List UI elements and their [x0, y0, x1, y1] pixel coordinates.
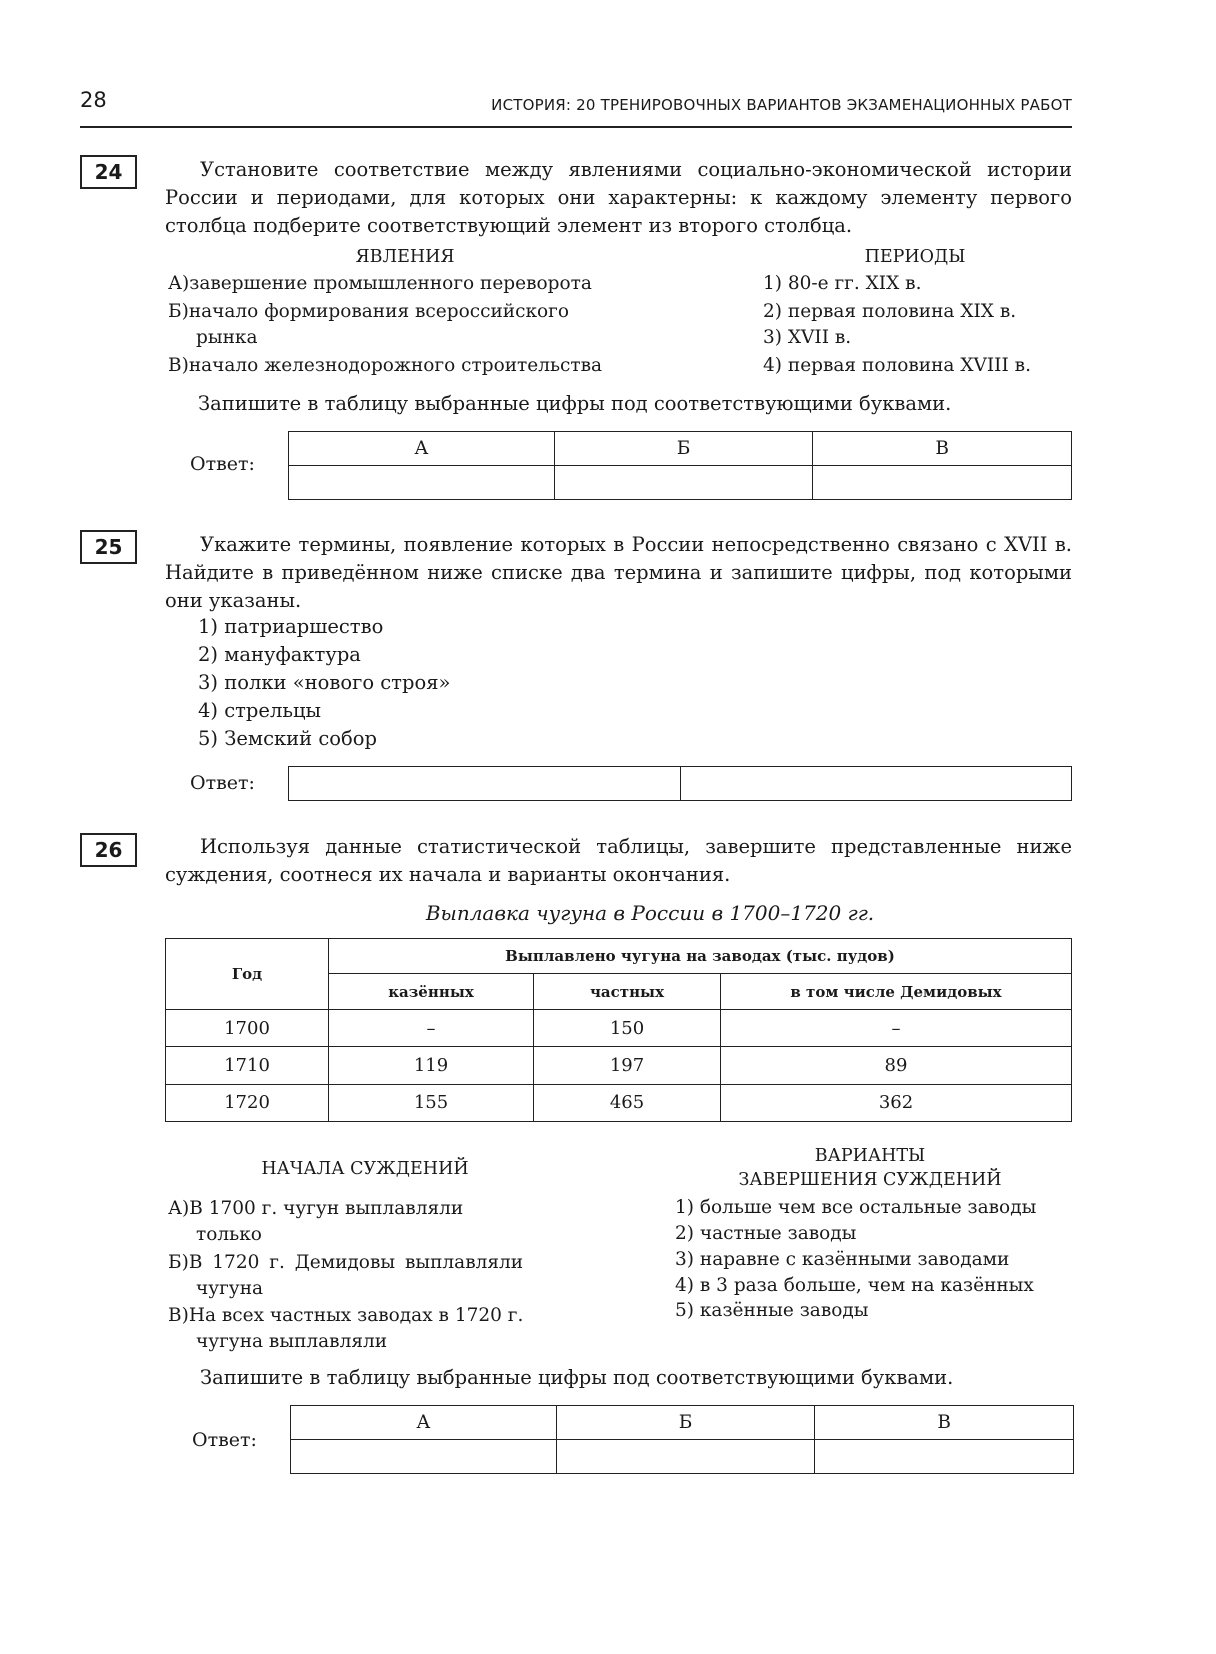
task25-answer-table	[288, 766, 1072, 801]
beginning-v	[168, 1305, 523, 1326]
answer-cell-b[interactable]	[556, 1440, 815, 1474]
task-number-24: 24	[80, 155, 137, 189]
header-private: частных	[534, 974, 721, 1010]
task25-text: Укажите термины, появление которых в России непосредственно связано с XVII в. Найдите в приведённом ниже списке два термина и запишите цифры, под которыми они указаны.	[165, 533, 1072, 612]
task24-instruction: Запишите в таблицу выбранные цифры под соответствующими буквами.	[198, 392, 952, 415]
ending-1: 1) больше чем все остальные заводы	[675, 1197, 1037, 1218]
beginning-a-cont: только	[196, 1224, 262, 1245]
item-label: Б)	[168, 1252, 189, 1273]
beginnings-header: НАЧАЛА СУЖДЕНИЙ	[261, 1159, 469, 1179]
col-a: А	[289, 432, 555, 466]
header-demidov: в том числе Демидовых	[721, 974, 1072, 1010]
item-text: завершение промышленного переворота	[189, 273, 592, 294]
task24-item-b	[168, 301, 569, 322]
cell-state: –	[329, 1010, 534, 1047]
col-b: Б	[554, 432, 813, 466]
item-text: В 1700 г. чугун выплавляли	[189, 1198, 464, 1219]
answer-cell-1[interactable]	[289, 767, 681, 801]
task-number-26: 26	[80, 833, 137, 867]
item-label: В)	[168, 355, 189, 376]
task24-item-c	[168, 355, 602, 376]
cell-demidov: 362	[721, 1084, 1072, 1121]
ending-5: 5) казённые заводы	[675, 1300, 869, 1321]
answer-label: Ответ:	[190, 453, 255, 475]
task25-item-4: 4) стрельцы	[198, 699, 322, 722]
beginning-a	[168, 1198, 463, 1219]
header-group: Выплавлено чугуна на заводах (тыс. пудов)	[329, 939, 1072, 974]
task24-item-a	[168, 273, 592, 294]
endings-header-2: ЗАВЕРШЕНИЯ СУЖДЕНИЙ	[738, 1170, 1002, 1190]
task24-period-2: 2) первая половина XIX в.	[763, 301, 1017, 322]
col-v: В	[813, 432, 1072, 466]
answer-cell-2[interactable]	[680, 767, 1072, 801]
header-state: казённых	[329, 974, 534, 1010]
answer-label: Ответ:	[192, 1429, 257, 1451]
cell-state: 119	[329, 1047, 534, 1084]
cell-year: 1720	[166, 1084, 329, 1121]
cell-demidov: –	[721, 1010, 1072, 1047]
cell-private: 197	[534, 1047, 721, 1084]
answer-cell-v[interactable]	[813, 466, 1072, 500]
table-caption: Выплавка чугуна в России в 1700–1720 гг.	[425, 901, 875, 925]
answer-cell-v[interactable]	[815, 1440, 1074, 1474]
item-text: На всех частных заводах в 1720 г.	[188, 1305, 524, 1326]
item-text: В 1720 г. Демидовы выплавляли	[188, 1252, 524, 1273]
ending-4: 4) в 3 раза больше, чем на казённых	[675, 1275, 1034, 1296]
item-text: начало железнодорожного строительства	[188, 355, 603, 376]
task24-period-1: 1) 80-е гг. XIX в.	[763, 273, 922, 294]
task25-item-5: 5) Земский собор	[198, 727, 377, 750]
cell-year: 1710	[166, 1047, 329, 1084]
cell-year: 1700	[166, 1010, 329, 1047]
col-b: Б	[556, 1406, 815, 1440]
item-label: Б)	[168, 301, 189, 322]
answer-label: Ответ:	[190, 772, 255, 794]
ending-2: 2) частные заводы	[675, 1223, 857, 1244]
item-label: А)	[168, 273, 190, 294]
header-year: Год	[166, 939, 329, 1010]
beginning-b-cont: чугуна	[196, 1278, 264, 1299]
running-title: ИСТОРИЯ: 20 ТРЕНИРОВОЧНЫХ ВАРИАНТОВ ЭКЗАМЕНАЦИОННЫХ РАБОТ	[491, 96, 1072, 114]
beginning-v-cont: чугуна выплавляли	[196, 1331, 388, 1352]
task24-text: Установите соответствие между явлениями социально-экономической истории России и периодами, для которых они характерны: к каждому элементу первого столбца подберите соответствующий элемент из второго столбца.	[165, 158, 1072, 237]
beginning-b	[168, 1252, 523, 1273]
task-number-25: 25	[80, 530, 137, 564]
col-v: В	[815, 1406, 1074, 1440]
answer-cell-a[interactable]	[289, 466, 555, 500]
table-row	[166, 1010, 1072, 1047]
cell-state: 155	[329, 1084, 534, 1121]
col-a: А	[291, 1406, 557, 1440]
cell-private: 465	[534, 1084, 721, 1121]
task25-item-1: 1) патриаршество	[198, 615, 384, 638]
cell-private: 150	[534, 1010, 721, 1047]
table-row	[166, 1084, 1072, 1121]
task25-item-2: 2) мануфактура	[198, 643, 361, 666]
endings-header-1: ВАРИАНТЫ	[814, 1146, 926, 1166]
task26-text: Используя данные статистической таблицы, завершите представленные ниже суждения, соотнеся их начала и варианты окончания.	[165, 835, 1072, 886]
task24-phenomena-header: ЯВЛЕНИЯ	[355, 247, 455, 267]
task26-instruction: Запишите в таблицу выбранные цифры под соответствующими буквами.	[200, 1366, 954, 1389]
iron-smelting-table	[165, 938, 1072, 1122]
task24-answer-table	[288, 431, 1072, 500]
cell-demidov: 89	[721, 1047, 1072, 1084]
page-number: 28	[80, 88, 107, 112]
item-label: В)	[168, 1305, 189, 1326]
task24-period-3: 3) XVII в.	[763, 327, 852, 348]
task26-answer-table	[290, 1405, 1074, 1474]
header-divider	[80, 126, 1072, 128]
task24-periods-header: ПЕРИОДЫ	[864, 247, 966, 267]
item-text: начало формирования всероссийского	[188, 301, 570, 322]
task24-item-b-cont: рынка	[196, 327, 258, 348]
answer-cell-b[interactable]	[554, 466, 813, 500]
answer-cell-a[interactable]	[291, 1440, 557, 1474]
task24-period-4: 4) первая половина XVIII в.	[763, 355, 1031, 376]
task25-item-3: 3) полки «нового строя»	[198, 671, 451, 694]
table-row	[166, 1047, 1072, 1084]
item-label: А)	[168, 1198, 190, 1219]
ending-3: 3) наравне с казёнными заводами	[675, 1249, 1010, 1270]
